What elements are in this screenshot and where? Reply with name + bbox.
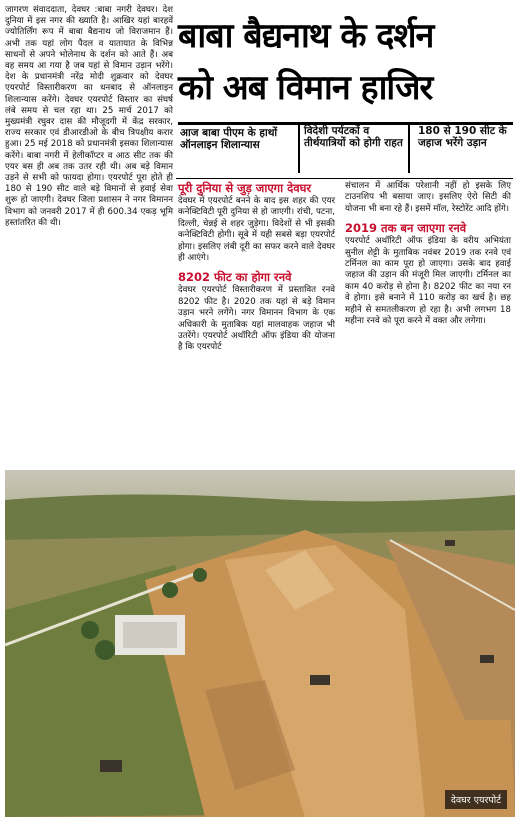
intro-text: जागरण संवाददाता, देवघर :बाबा नगरी देवघर। देश दुनिया में इस नगर की ख्याति है। आखिर यहां बारहवें ज्योतिर्लिंग रूप में बाबा बैद्यनाथ जो विराजमान हैं। अभी तक यहां लोग पैदल व यातायात के विभिन्न साधनों से अपने भोलेनाथ के दर्शन को आते हैं। अब वह समय आ गया है जब यहां से विमान उड़ान भरेंगे। देश के प्रधानमंत्री नरेंद्र मोदी शुक्रवार को देवघर एयरपोर्ट विस्तारीकरण का धनबाद से ऑनलाइन शिलान्यास करेंगे। देवघर एयरपोर्ट विस्तार का संघर्ष लंबे समय से चल रहा था। 25 मार्च 2017 को मुख्यमंत्री रघुवर दास की मौजूदगी में केंद्र सरकार, राज्य सरकार एवं डीआरडीओ के बीच त्रिपक्षीय करार हुआ। 25 मई 2018 को प्रधानमंत्री इसका शिलान्यास करेंगे। बाबा नगरी में हेलीकॉप्टर व आठ सीट तक की एयर बस ही अब तक उतर रही थी। अब बड़े विमान उड़ने से सभी को फायदा होगा। एयरपोर्ट पूरा होते ही 180 से 190 सीट वाले बड़े विमानों से हवाई सेवा शुरू हो जाएगी। देवघर जिला प्रशासन ने नगर विमानन विभाग को जनवरी 2017 में ही 600.34 एकड़ भूमि हस्तांतरित की थी। xyxy=(5,5,173,228)
section1-heading: पूरी दुनिया से जुड़ जाएगा देवघर xyxy=(178,181,312,195)
right-column xyxy=(345,181,511,327)
subheads xyxy=(178,122,513,177)
airport-construction-image xyxy=(5,470,515,817)
section1-text: देवघर में एयरपोर्ट बनने के बाद इस शहर की एयर कनेक्टिविटी पूरी दुनिया से हो जाएगी। रांची, पटना, दिल्ली, चेन्नई से शहर जुड़ेगा। विदेशों से भी इसकी कनेक्टिविटी होगी। सूबे में यही सबसे बड़ा एयरपोर्ट होगा। इसलिए लंबी दूरी का सफर करने वाले देवघर ही आएंगे। xyxy=(178,196,335,264)
headline xyxy=(178,10,513,114)
photo-caption: देवघर एयरपोर्ट xyxy=(445,790,507,809)
section2-heading: 8202 फीट का होगा रनवे xyxy=(178,270,292,285)
subhead-3: 180 से 190 सीट के जहाज भरेंगे उड़ान xyxy=(408,125,518,173)
subhead-1: आज बाबा पीएम के हाथों ऑनलाइन शिलान्यास xyxy=(180,127,278,151)
subhead-2: विदेशी पर्यटकों व तीर्थयात्रियों को होगी राहत xyxy=(298,125,410,173)
section4-heading: 2019 तक बन जाएगा रनवे xyxy=(345,221,467,236)
section2-text: देवघर एयरपोर्ट विस्तारीकरण में प्रस्तावित रनवे 8202 फीट है। 2020 तक यहां से बड़े विमान उड़ान भरने लगेंगे। नगर विमानन विभाग के एक अधिकारी के मुताबिक यहां मालवाहक जहाज भी उतरेंगे। एयरपोर्ट अथॉरिटी ऑफ इंडिया की योजना है कि एयरपोर्ट xyxy=(178,285,335,353)
airport-photo xyxy=(5,470,515,817)
headline-line-1: बाबा बैद्यनाथ के दर्शन xyxy=(178,16,434,56)
middle-column xyxy=(178,181,335,354)
section4-text: एयरपोर्ट अथॉरिटी ऑफ इंडिया के वरीय अभियंता सुनील शेट्टी के मुताबिक नवंबर 2019 तक रनवे एवं टर्मिनल का काम पूरा हो जाएगा। उसके बाद हवाई जहाज की उड़ान की मंजूरी मिल जाएगी। टर्मिनल का काम 40 करोड़ से होना है। 8202 फीट का नया रन वे होगा। इसे बनाने में 110 करोड़ का खर्च है। छह महीने से समतलीकरण हो रहा है। अभी लगभग 18 महीना रनवे को पूरा करने में वक्त और लगेगा। xyxy=(345,236,511,327)
section3-text: संचालन में आर्थिक परेशानी नहीं हो इसके लिए टाउनशिप भी बसाया जाए। इसलिए ऐरो सिटी की योजना भी बना रहे हैं। इसमें मॉल, रेस्टोरेंट आदि होंगे। xyxy=(345,181,511,214)
intro-column xyxy=(5,5,173,229)
divider xyxy=(176,178,513,179)
headline-line-2: को अब विमान हाजिर xyxy=(178,68,433,108)
